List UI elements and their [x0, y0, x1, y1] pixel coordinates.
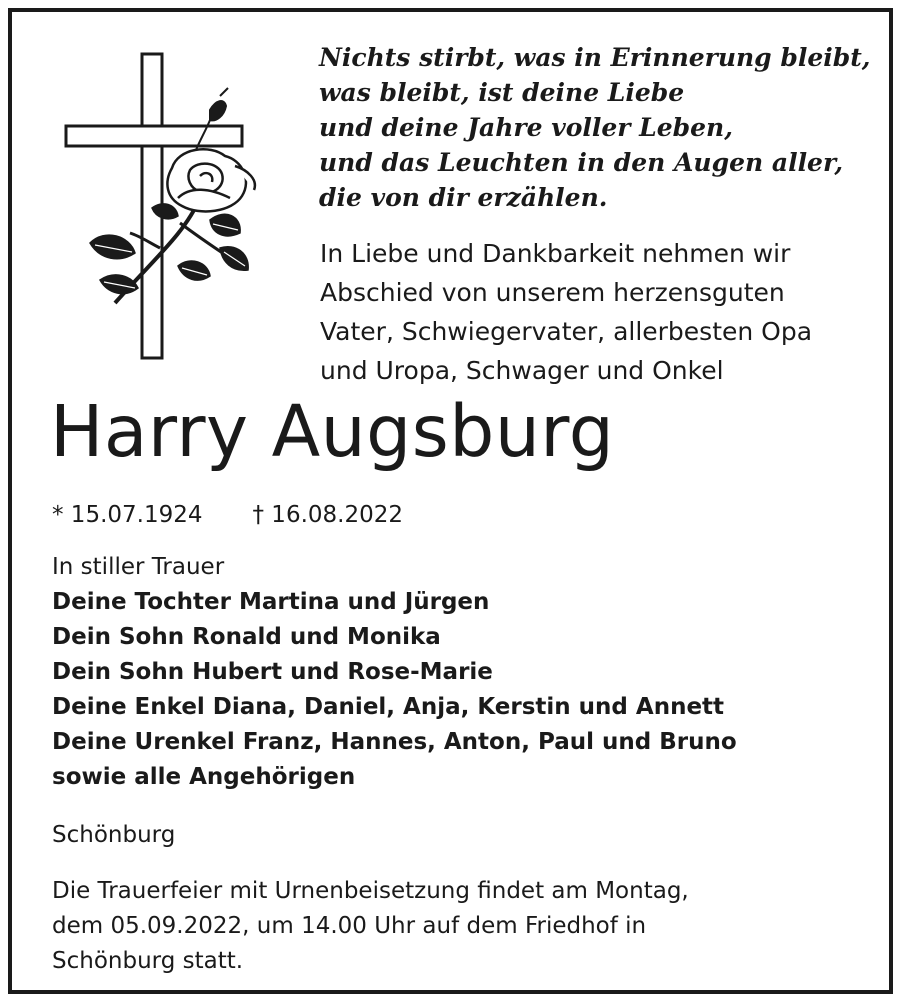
birth-date: * 15.07.1924 — [52, 502, 203, 528]
funeral-line: Die Trauerfeier mit Urnenbeisetzung findet am Montag, — [52, 878, 689, 904]
obituary-card — [8, 8, 893, 994]
poem-line: was bleibt, ist deine Liebe — [319, 78, 685, 107]
mourner-line: Deine Enkel Diana, Daniel, Anja, Kerstin und Annett — [52, 694, 725, 720]
poem-line: und das Leuchten in den Augen aller, — [319, 148, 844, 177]
poem-line: Nichts stirbt, was in Erinnerung bleibt, — [319, 43, 871, 72]
intro-line: und Uropa, Schwager und Onkel — [320, 356, 724, 385]
intro-text — [320, 234, 812, 390]
poem-line: die von dir erzählen. — [319, 183, 608, 212]
mourner-line: Dein Sohn Hubert und Rose-Marie — [52, 659, 493, 685]
mourner-line: sowie alle Angehörigen — [52, 764, 356, 790]
deceased-name: Harry Augsburg — [50, 390, 615, 473]
mourners — [52, 550, 737, 795]
mourners-heading: In stiller Trauer — [52, 554, 225, 580]
intro-line: Vater, Schwiegervater, allerbesten Opa — [320, 317, 813, 346]
cross-with-rose-icon — [60, 48, 260, 368]
funeral-info — [52, 874, 689, 979]
mourner-line: Deine Urenkel Franz, Hannes, Anton, Paul und Bruno — [52, 729, 737, 755]
funeral-line: dem 05.09.2022, um 14.00 Uhr auf dem Friedhof in — [52, 913, 647, 939]
intro-line: In Liebe und Dankbarkeit nehmen wir — [320, 239, 791, 268]
poem-line: und deine Jahre voller Leben, — [319, 113, 733, 142]
funeral-line: Schönburg statt. — [52, 948, 244, 974]
intro-line: Abschied von unserem herzensguten — [320, 278, 785, 307]
death-date: † 16.08.2022 — [252, 502, 403, 528]
life-dates — [52, 500, 403, 530]
mourner-line: Deine Tochter Martina und Jürgen — [52, 589, 490, 615]
poem — [319, 40, 870, 215]
place: Schönburg — [52, 822, 176, 848]
mourner-line: Dein Sohn Ronald und Monika — [52, 624, 441, 650]
